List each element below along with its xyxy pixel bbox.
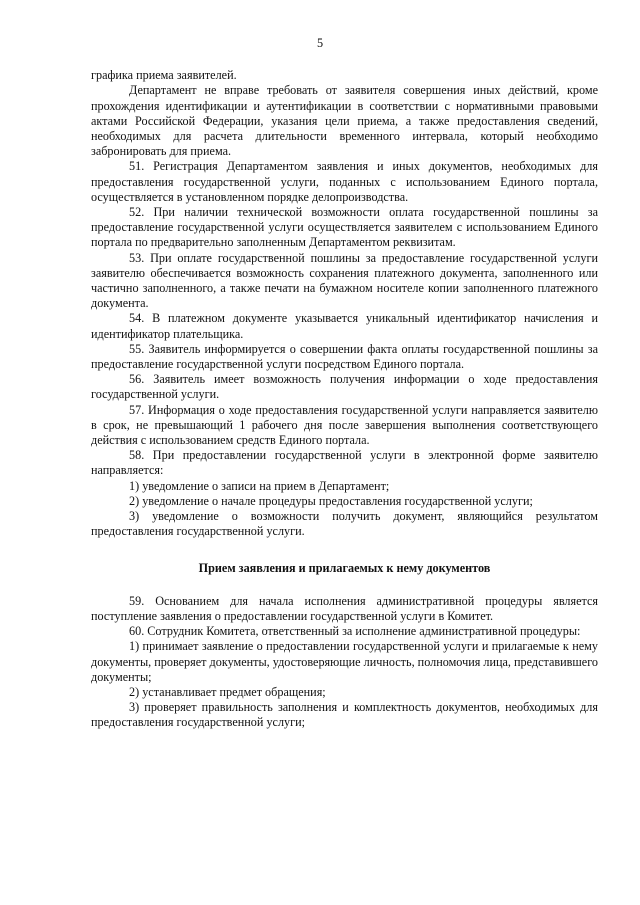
paragraph: Департамент не вправе требовать от заявителя совершения иных действий, кроме прохождения идентификации и аутентификации в соответствии с нормативными правовыми актами Российской Федерации, указания цели приема, а также предоставления сведений, необходимых для расчета длительности временного интервала, который необходимо забронировать для приема. bbox=[91, 83, 598, 159]
bottom-paragraphs bbox=[91, 594, 598, 731]
list-item: 2) устанавливает предмет обращения; bbox=[129, 684, 326, 699]
paragraph: 57. Информация о ходе предоставления государственной услуги направляется заявителю в срок, не превышающий 1 рабочего дня после завершения выполнения соответствующего действия с использованием средств Единого портала. bbox=[91, 402, 598, 448]
section-heading: Прием заявления и прилагаемых к нему документов bbox=[198, 560, 491, 575]
list-item: 3) уведомление о возможности получить документ, являющийся результатом предоставления государственной услуги. bbox=[91, 509, 598, 539]
paragraph: графика приема заявителей. bbox=[91, 68, 237, 83]
list-item: 3) проверяет правильность заполнения и комплектность документов, необходимых для предоставления государственной услуги; bbox=[91, 700, 598, 730]
paragraph: 56. Заявитель имеет возможность получения информации о ходе предоставления государственной услуги. bbox=[91, 372, 598, 402]
paragraph: 54. В платежном документе указывается уникальный идентификатор начисления и идентификатор плательщика. bbox=[91, 311, 598, 341]
paragraph: 58. При предоставлении государственной услуги в электронной форме заявителю направляется: bbox=[91, 448, 598, 478]
paragraph: 51. Регистрация Департаментом заявления и иных документов, необходимых для предоставления государственной услуги, поданных с использованием Единого портала, осуществляется в установленном порядке делопроизводства. bbox=[91, 159, 598, 204]
paragraph: 60. Сотрудник Комитета, ответственный за исполнение административной процедуры: bbox=[129, 624, 581, 639]
paragraph: 55. Заявитель информируется о совершении факта оплаты государственной пошлины за предоставление государственной услуги посредством Единого портала. bbox=[91, 341, 598, 372]
paragraph: 53. При оплате государственной пошлины за предоставление государственной услуги заявителю обеспечивается возможность сохранения платежного документа, заполненного или частично заполненного, а также печати на бумажном носителе копии заполненного платежного документа. bbox=[91, 250, 598, 311]
list-item: 1) принимает заявление о предоставлении государственной услуги и прилагаемые к нему документы, проверяет документы, удостоверяющие личность, полномочия лица, представившего документы; bbox=[91, 639, 598, 684]
list-item: 1) уведомление о записи на прием в Департамент; bbox=[129, 478, 390, 493]
list-item: 2) уведомление о начале процедуры предоставления государственной услуги; bbox=[129, 493, 533, 508]
paragraph: 52. При наличии технической возможности оплата государственной пошлины за предоставление государственной услуги осуществляется заявителем с использованием Единого портала по предварительно заполненным Департаментом реквизитам. bbox=[91, 205, 598, 250]
top-paragraphs bbox=[91, 68, 598, 539]
page-number: 5 bbox=[316, 36, 324, 50]
paragraph: 59. Основанием для начала исполнения административной процедуры является поступление заявления о предоставлении государственной услуги в Комитет. bbox=[91, 593, 598, 623]
